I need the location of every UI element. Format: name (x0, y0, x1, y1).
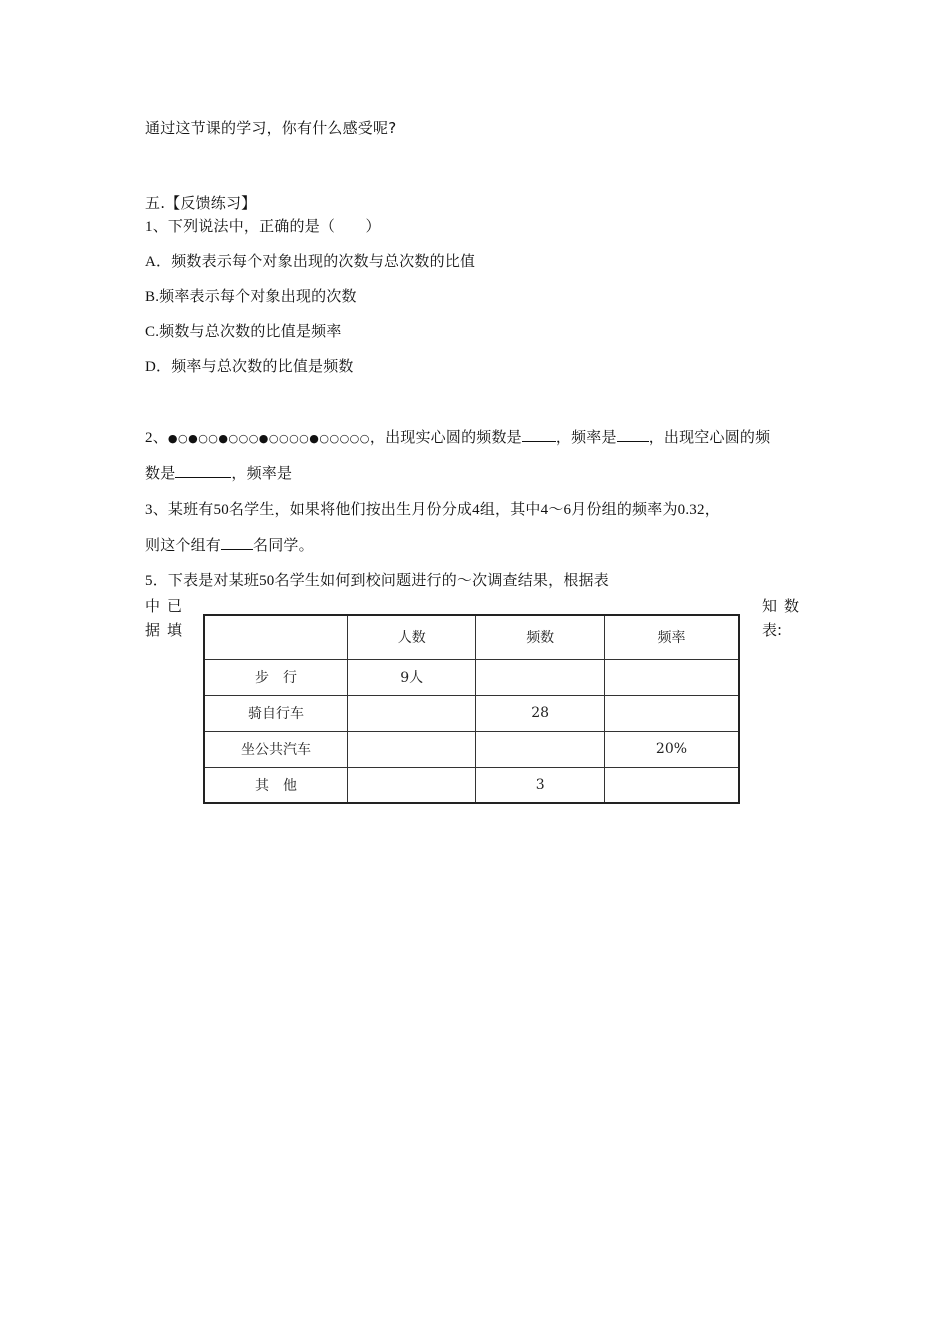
question-text: ，频率是 (555, 428, 617, 446)
row-label: 骑自行车 (204, 695, 347, 731)
table-row (204, 731, 739, 767)
header-cell-rate: 频率 (604, 615, 739, 659)
survey-table (203, 614, 740, 804)
wrap-char: 据 (145, 621, 161, 639)
question-3-line-1 (145, 499, 720, 520)
question-text: 数是 (145, 464, 176, 482)
wrap-char: 已 (167, 597, 183, 615)
cell-rate[interactable] (604, 659, 739, 695)
question-text: 月份组的频率为 (571, 500, 678, 518)
answer-blank-group-size[interactable] (221, 535, 253, 550)
question-text: ， (704, 500, 720, 518)
number-students: 50 (213, 502, 229, 518)
header-cell-count: 人数 (347, 615, 475, 659)
row-label: 其 他 (204, 767, 347, 803)
number-students: 50 (259, 573, 275, 589)
wrap-char: 表: (762, 621, 783, 639)
cell-frequency: 28 (476, 695, 605, 731)
cell-frequency[interactable] (476, 659, 605, 695)
wrap-char: 知 (762, 597, 778, 615)
row-label: 步 行 (204, 659, 347, 695)
option-label: C. (145, 324, 160, 340)
wrap-char: 数 (784, 597, 800, 615)
question-number: 2、 (145, 430, 168, 446)
question-3-line-2 (145, 535, 314, 555)
circle-sequence: ●○●○○●○○○●○○○○●○○○○○ (167, 432, 370, 445)
question-text: 组，其中 (479, 500, 541, 518)
question-1-stem (145, 216, 381, 237)
cell-frequency[interactable] (476, 731, 605, 767)
option-text: 频数表示每个对象出现的次数与总次数的比值 (171, 252, 476, 270)
cell-count[interactable] (347, 767, 475, 803)
row-label: 坐公共汽车 (204, 731, 347, 767)
option-text: 频率表示每个对象出现的次数 (159, 287, 357, 305)
cell-count[interactable] (347, 731, 475, 767)
question-1-option-c (145, 321, 342, 342)
table-row (204, 695, 739, 731)
question-2-line-2 (145, 463, 292, 483)
cell-count[interactable] (347, 695, 475, 731)
cell-count: 9人 (347, 659, 475, 695)
month-range: 4～6 (540, 502, 572, 518)
question-1-option-b (145, 286, 357, 307)
cell-rate[interactable] (604, 695, 739, 731)
question-text: 则这个组有 (145, 536, 222, 554)
wrap-char: 中 (145, 597, 161, 615)
number-groups: 4 (472, 502, 480, 518)
question-text: ，频率是 (231, 464, 293, 482)
question-text: 名同学。 (253, 536, 314, 554)
table-row (204, 767, 739, 803)
section-title: 五.【反馈练习】 (145, 194, 257, 212)
option-text: 频数与总次数的比值是频率 (159, 322, 342, 340)
question-1-option-a (145, 251, 475, 272)
option-label: D． (145, 359, 172, 375)
table-row (204, 659, 739, 695)
option-text: 频率与总次数的比值是频数 (171, 357, 354, 375)
answer-blank-hollow-count[interactable] (175, 463, 231, 478)
question-number: 1、 (145, 219, 168, 235)
question-number: 3、 (145, 502, 168, 518)
question-text: 名学生如何到校问题进行的～次调查结果，根据表 (274, 571, 609, 589)
answer-blank-solid-frequency[interactable] (617, 427, 649, 442)
question-text: 下表是对某班 (167, 571, 260, 589)
question-text: 名学生，如果将他们按出生月份分成 (228, 500, 473, 518)
cell-frequency: 3 (476, 767, 605, 803)
header-cell-blank (204, 615, 347, 659)
wrap-text-left-1 (145, 596, 189, 616)
wrap-char: 填 (167, 621, 183, 639)
cell-rate[interactable] (604, 767, 739, 803)
wrap-text-left-2 (145, 620, 189, 640)
option-label: B. (145, 289, 160, 305)
question-1-option-d (145, 356, 354, 377)
question-text: 下列说法中，正确的是（ ） (167, 217, 381, 235)
question-number: 5． (145, 573, 168, 589)
cell-rate: 20% (604, 731, 739, 767)
question-2-line-1 (145, 427, 770, 449)
table-header-row (204, 615, 739, 659)
question-text: 某班有 (167, 500, 214, 518)
question-text: ，出现实心圆的频数是 (369, 428, 522, 446)
option-label: A． (145, 254, 172, 270)
answer-blank-solid-count[interactable] (522, 427, 556, 442)
header-cell-frequency: 频数 (476, 615, 605, 659)
reflection-prompt: 通过这节课的学习，你有什么感受呢? (145, 119, 397, 137)
question-text: ，出现空心圆的频 (648, 428, 771, 446)
wrap-text-right-2 (762, 620, 782, 640)
wrap-text-right-1 (762, 596, 806, 616)
frequency-value: 0.32 (677, 502, 705, 518)
question-5-stem (145, 570, 609, 591)
